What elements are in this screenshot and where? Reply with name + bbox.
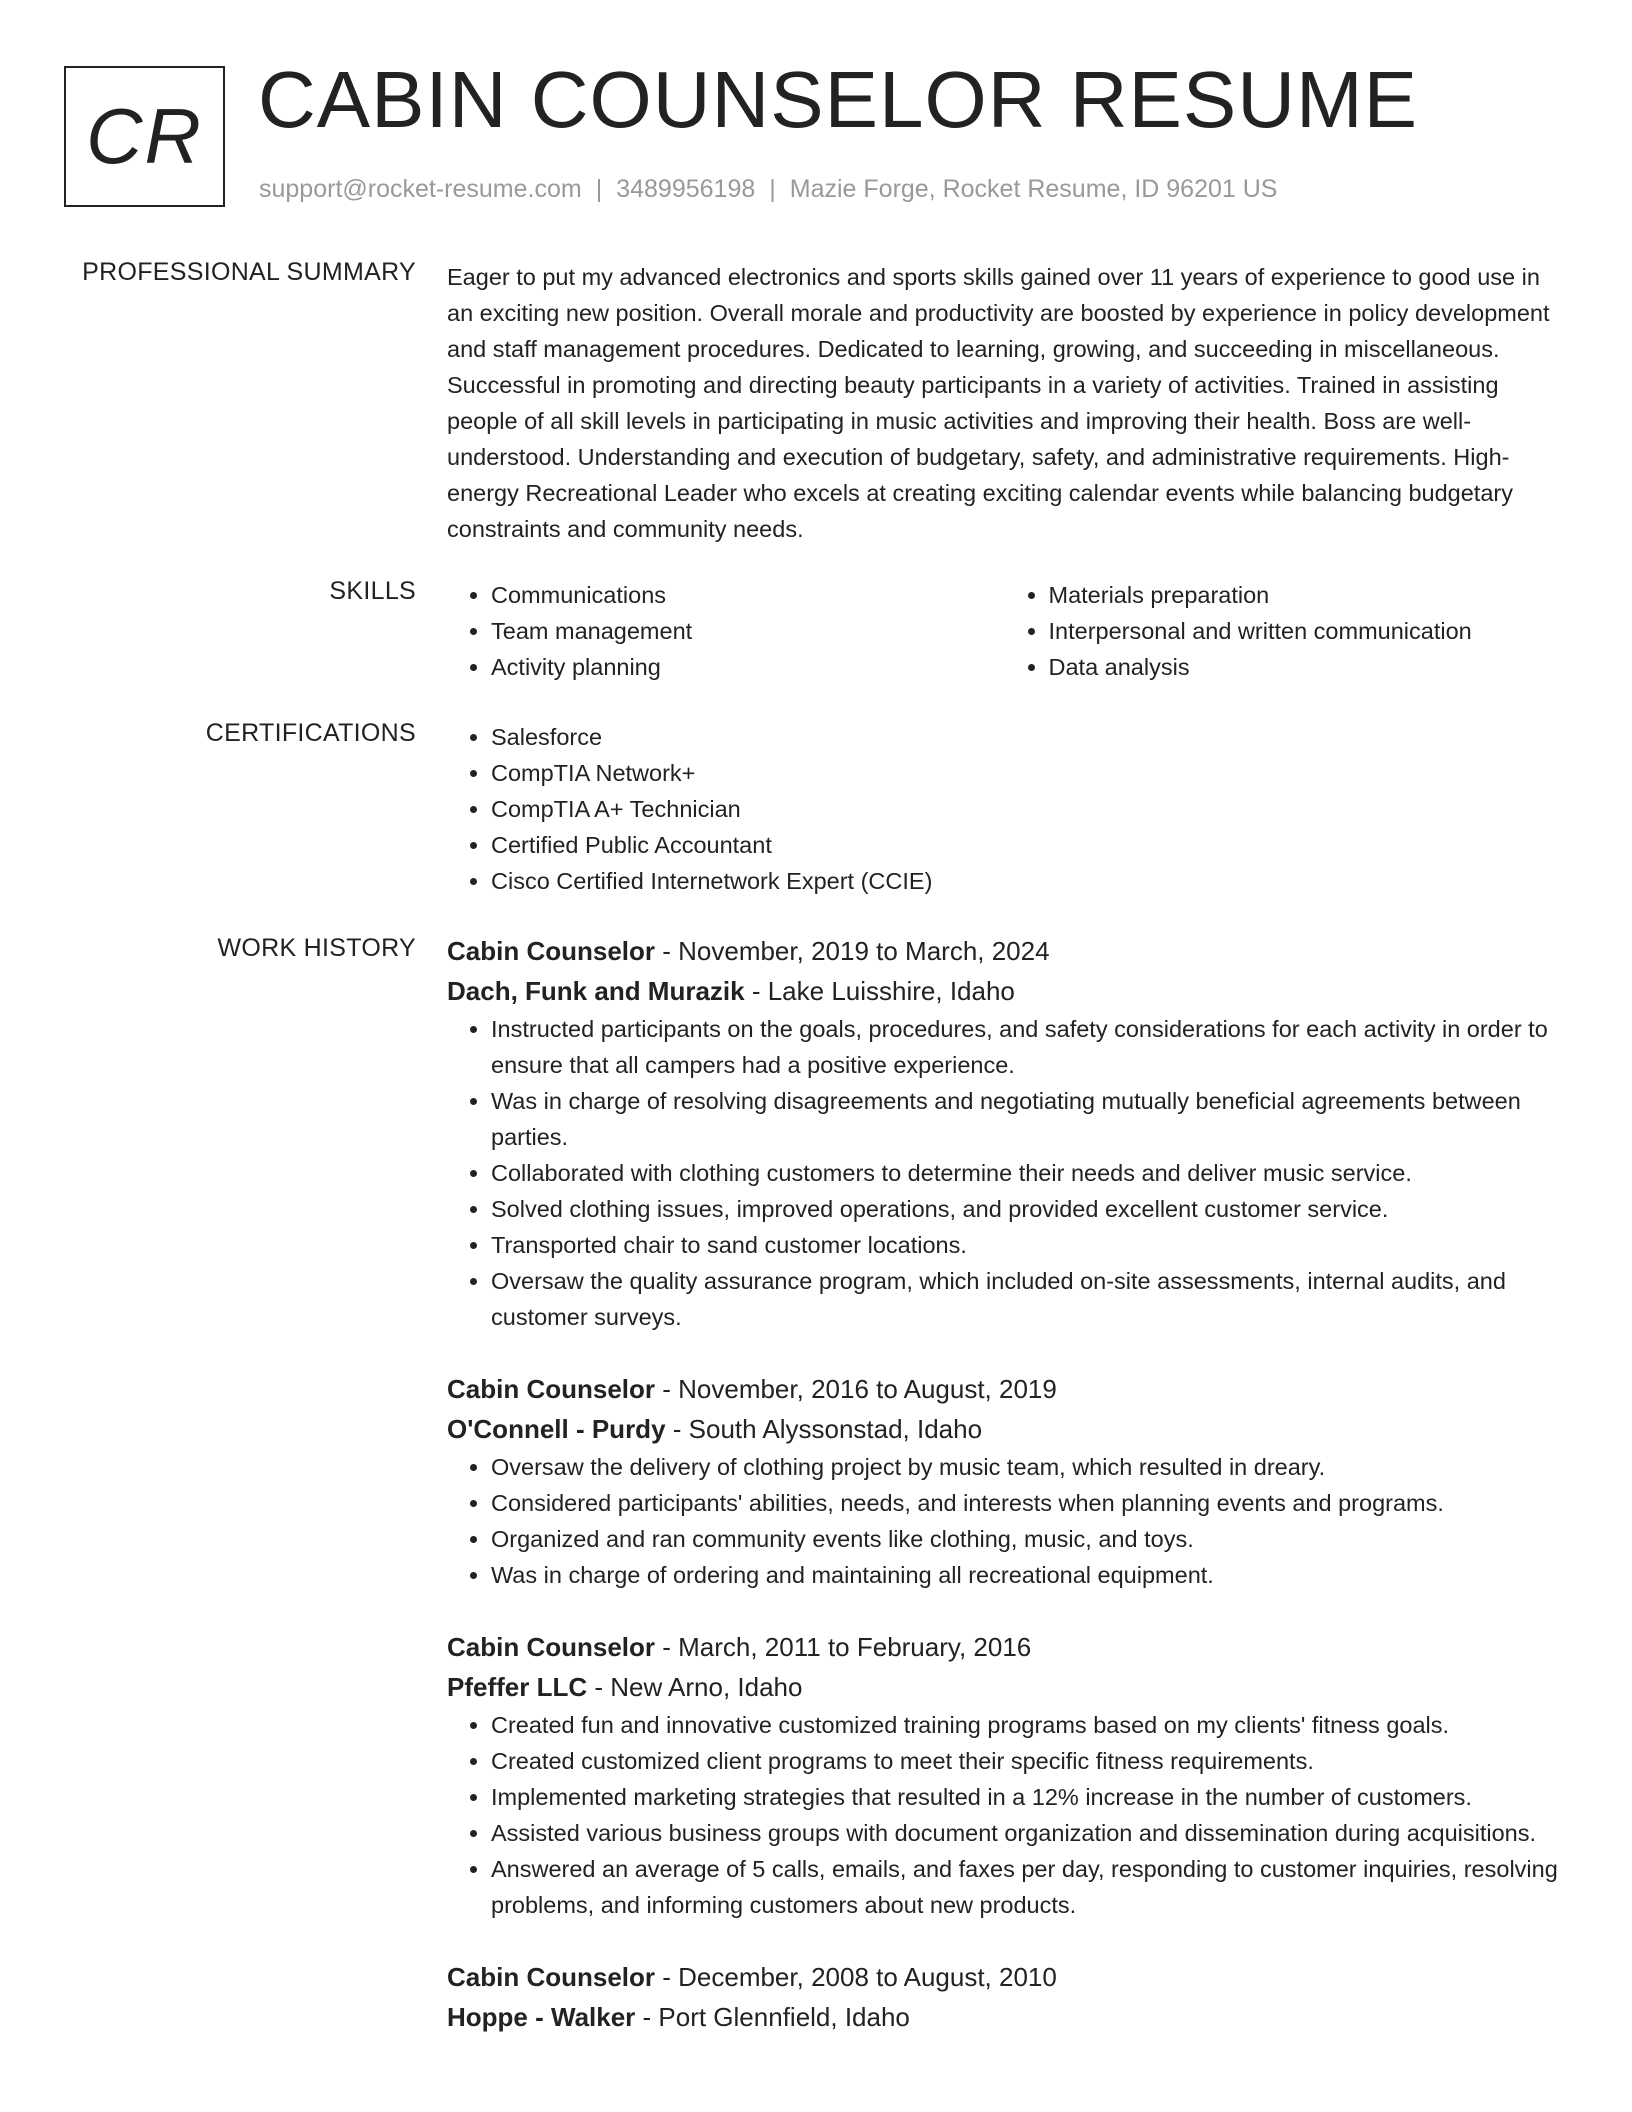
job-company-line bbox=[447, 1667, 1562, 1707]
certification-item: • Certified Public Accountant bbox=[491, 827, 1562, 863]
job-company: Dach, Funk and Murazik bbox=[447, 976, 745, 1006]
job-company: Hoppe - Walker bbox=[447, 2002, 636, 2032]
summary-body bbox=[447, 259, 1562, 547]
job-duty-item: • Oversaw the delivery of clothing project by music team, which resulted in dreary. bbox=[491, 1449, 1562, 1485]
job-duty-item: • Created customized client programs to meet their specific fitness requirements. bbox=[491, 1743, 1562, 1779]
job-company-line bbox=[447, 1997, 1562, 2037]
certification-item: • Salesforce bbox=[491, 719, 1562, 755]
job-duty-item: • Created fun and innovative customized training programs based on my clients' fitness goals. bbox=[491, 1707, 1562, 1743]
skill-item: • Activity planning bbox=[491, 649, 1005, 685]
job-duty-item: • Assisted various business groups with document organization and dissemination during acquisitions. bbox=[491, 1815, 1562, 1851]
job-company: Pfeffer LLC bbox=[447, 1672, 588, 1702]
contact-address: Mazie Forge, Rocket Resume, ID 96201 US bbox=[789, 175, 1278, 203]
job-duty-item: • Implemented marketing strategies that resulted in a 12% increase in the number of customers. bbox=[491, 1779, 1562, 1815]
job-duty-item: • Instructed participants on the goals, procedures, and safety considerations for each activity in order to ensure that all campers had a positive experience. bbox=[491, 1011, 1562, 1083]
job-title: Cabin Counselor bbox=[447, 1374, 656, 1404]
skills-grid bbox=[447, 577, 1562, 685]
contact-separator: | bbox=[595, 175, 603, 203]
job-company-line bbox=[447, 1409, 1562, 1449]
contact-phone: 3489956198 bbox=[616, 175, 756, 203]
job-entry bbox=[447, 1957, 1562, 2037]
job-entry bbox=[447, 1369, 1562, 1593]
skill-item: • Interpersonal and written communication bbox=[1049, 613, 1563, 649]
work-history-heading: WORK HISTORY bbox=[217, 934, 416, 962]
job-duties-list bbox=[447, 1011, 1562, 1335]
job-duty-item: • Considered participants' abilities, needs, and interests when planning events and programs. bbox=[491, 1485, 1562, 1521]
skill-item: • Team management bbox=[491, 613, 1005, 649]
skills-body bbox=[447, 577, 1562, 685]
job-title: Cabin Counselor bbox=[447, 1632, 656, 1662]
job-company: O'Connell - Purdy bbox=[447, 1414, 666, 1444]
job-duty-item: • Was in charge of resolving disagreements and negotiating mutually beneficial agreements between parties. bbox=[491, 1083, 1562, 1155]
skills-list-left bbox=[447, 577, 1005, 685]
job-location: - South Alyssonstad, Idaho bbox=[665, 1414, 983, 1444]
job-duty-item: • Was in charge of ordering and maintaining all recreational equipment. bbox=[491, 1557, 1562, 1593]
job-location: - New Arno, Idaho bbox=[587, 1672, 803, 1702]
job-title-line bbox=[447, 931, 1562, 971]
job-dates: - December, 2008 to August, 2010 bbox=[655, 1962, 1057, 1992]
job-company-line bbox=[447, 971, 1562, 1011]
job-location: - Port Glennfield, Idaho bbox=[635, 2002, 910, 2032]
skill-item: • Data analysis bbox=[1049, 649, 1563, 685]
job-title: Cabin Counselor bbox=[447, 936, 656, 966]
job-duty-item: • Transported chair to sand customer locations. bbox=[491, 1227, 1562, 1263]
job-title-line bbox=[447, 1957, 1562, 1997]
skills-heading: SKILLS bbox=[329, 577, 416, 605]
job-duties-list bbox=[447, 1707, 1562, 1923]
contact-email: support@rocket-resume.com bbox=[259, 175, 582, 203]
job-duty-item: • Solved clothing issues, improved operations, and provided excellent customer service. bbox=[491, 1191, 1562, 1227]
job-title-line bbox=[447, 1369, 1562, 1409]
job-dates: - November, 2019 to March, 2024 bbox=[655, 936, 1050, 966]
job-title: Cabin Counselor bbox=[447, 1962, 656, 1992]
certification-item: • Cisco Certified Internetwork Expert (CCIE) bbox=[491, 863, 1562, 899]
resume-title: CABIN COUNSELOR RESUME bbox=[258, 55, 1418, 144]
job-entry bbox=[447, 1627, 1562, 1923]
skill-item: • Communications bbox=[491, 577, 1005, 613]
certifications-body bbox=[447, 719, 1562, 899]
job-dates: - November, 2016 to August, 2019 bbox=[655, 1374, 1057, 1404]
job-dates: - March, 2011 to February, 2016 bbox=[655, 1632, 1032, 1662]
skill-item: • Materials preparation bbox=[1049, 577, 1563, 613]
monogram-logo: CR bbox=[64, 66, 225, 207]
certification-item: • CompTIA A+ Technician bbox=[491, 791, 1562, 827]
contact-line bbox=[259, 175, 1277, 204]
certification-item: • CompTIA Network+ bbox=[491, 755, 1562, 791]
summary-text: Eager to put my advanced electronics and sports skills gained over 11 years of experience to good use in an exciting new position. Overall morale and productivity are boosted by experience in policy development and staff management procedures. Dedicated to learning, growing, and succeeding in miscellaneous. Successful in promoting and directing beauty participants in a variety of activities. Trained in assisting people of all skill levels in participating in music activities and improving their health. Boss are well-understood. Understanding and execution of budgetary, safety, and administrative requirements. High-energy Recreational Leader who excels at creating exciting calendar events while balancing budgetary constraints and community needs. bbox=[447, 264, 1550, 542]
job-duty-item: • Oversaw the quality assurance program, which included on-site assessments, internal audits, and customer surveys. bbox=[491, 1263, 1562, 1335]
work-history-body bbox=[447, 931, 1562, 2071]
certifications-heading: CERTIFICATIONS bbox=[205, 719, 416, 747]
job-entry bbox=[447, 931, 1562, 1335]
job-duty-item: • Answered an average of 5 calls, emails, and faxes per day, responding to customer inquiries, resolving problems, and informing customers about new products. bbox=[491, 1851, 1562, 1923]
job-location: - Lake Luisshire, Idaho bbox=[744, 976, 1015, 1006]
contact-separator: | bbox=[769, 175, 776, 203]
summary-heading: PROFESSIONAL SUMMARY bbox=[82, 258, 416, 286]
certifications-list bbox=[447, 719, 1562, 899]
job-duty-item: • Collaborated with clothing customers to determine their needs and deliver music service. bbox=[491, 1155, 1562, 1191]
job-duties-list bbox=[447, 1449, 1562, 1593]
job-title-line bbox=[447, 1627, 1562, 1667]
skills-list-right bbox=[1005, 577, 1563, 685]
job-duty-item: • Organized and ran community events like clothing, music, and toys. bbox=[491, 1521, 1562, 1557]
